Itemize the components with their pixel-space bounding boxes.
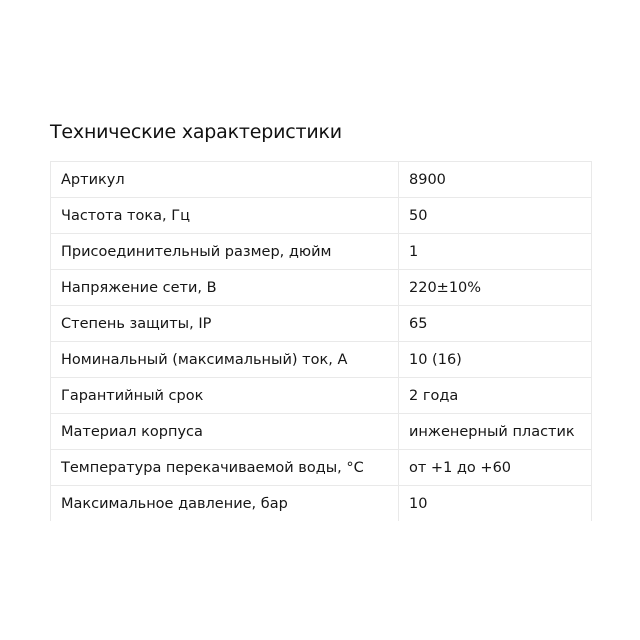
- spec-value: 1: [399, 234, 592, 270]
- table-row: [51, 414, 592, 450]
- spec-value: инженерный пластик: [399, 414, 592, 450]
- spec-label: Артикул: [51, 162, 399, 198]
- spec-value: 8900: [399, 162, 592, 198]
- specs-table: [50, 161, 592, 521]
- table-row: [51, 162, 592, 198]
- spec-value: от +1 до +60: [399, 450, 592, 486]
- spec-label: Степень защиты, IP: [51, 306, 399, 342]
- table-row: [51, 450, 592, 486]
- table-row: [51, 270, 592, 306]
- spec-label: Гарантийный срок: [51, 378, 399, 414]
- spec-label: Номинальный (максимальный) ток, А: [51, 342, 399, 378]
- spec-label: Максимальное давление, бар: [51, 486, 399, 522]
- spec-value: 50: [399, 198, 592, 234]
- spec-value: 65: [399, 306, 592, 342]
- table-row: [51, 306, 592, 342]
- spec-value: 2 года: [399, 378, 592, 414]
- table-row: [51, 378, 592, 414]
- spec-label: Присоединительный размер, дюйм: [51, 234, 399, 270]
- spec-value: 10: [399, 486, 592, 522]
- spec-label: Частота тока, Гц: [51, 198, 399, 234]
- spec-value: 220±10%: [399, 270, 592, 306]
- table-row: [51, 342, 592, 378]
- table-row: [51, 198, 592, 234]
- spec-value: 10 (16): [399, 342, 592, 378]
- table-row: [51, 486, 592, 522]
- spec-label: Температура перекачиваемой воды, °С: [51, 450, 399, 486]
- table-row: [51, 234, 592, 270]
- section-title: Технические характеристики: [50, 121, 342, 143]
- spec-label: Материал корпуса: [51, 414, 399, 450]
- spec-label: Напряжение сети, В: [51, 270, 399, 306]
